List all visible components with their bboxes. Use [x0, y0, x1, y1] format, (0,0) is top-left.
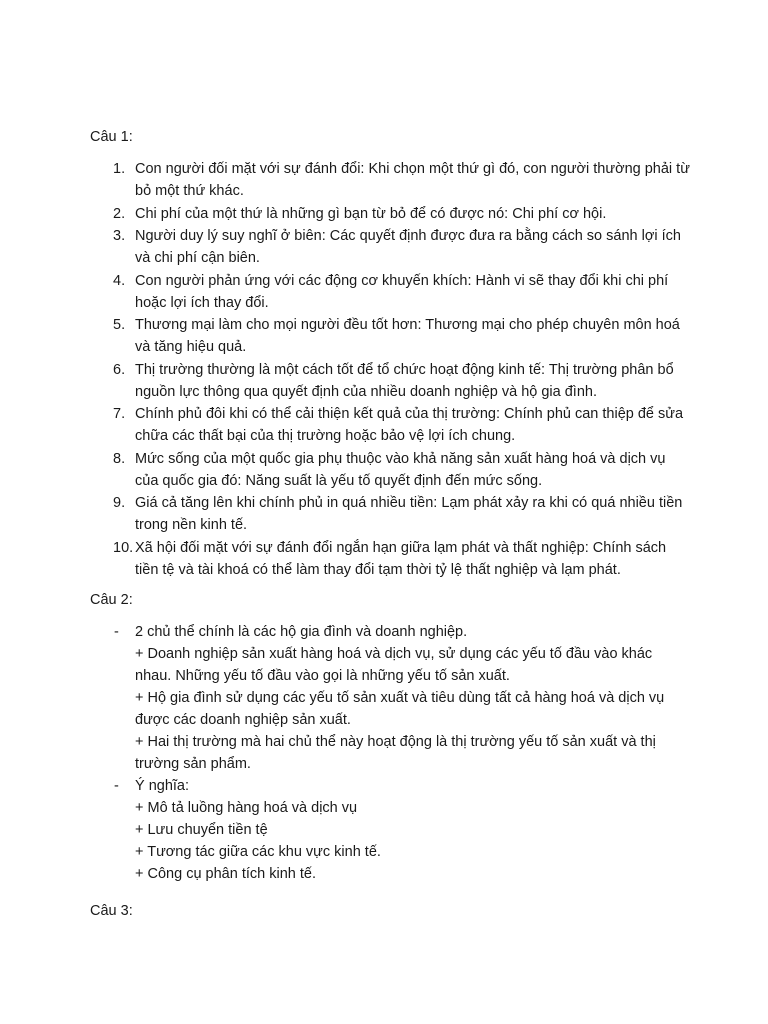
- list-item: [90, 448, 690, 492]
- question-2-heading: Câu 2:: [90, 592, 133, 608]
- bullet-line: + Hộ gia đình sử dụng các yếu tố sản xuất và tiêu dùng tất cả hàng hoá và dịch vụ được các doanh nghiệp sản xuất.: [135, 690, 665, 728]
- item-text: Con người phản ứng với các động cơ khuyến khích: Hành vi sẽ thay đổi khi chi phí hoặc lợi ích thay đổi.: [135, 272, 669, 311]
- bullet-line: + Mô tả luồng hàng hoá và dịch vụ: [135, 800, 358, 816]
- item-text: Người duy lý suy nghĩ ở biên: Các quyết định được đưa ra bằng cách so sánh lợi ích và chi phí cận biên.: [135, 228, 681, 266]
- item-text: Thị trường thường là một cách tốt để tổ chức hoạt động kinh tế: Thị trường phân bổ nguồn lực thông qua quyết định của nhiều doanh nghiệp và hộ gia đình.: [135, 361, 674, 400]
- item-number: 10.: [113, 539, 134, 556]
- item-number: 9.: [113, 495, 126, 511]
- list-item: [90, 203, 690, 225]
- bullet-line: + Lưu chuyển tiền tệ: [135, 822, 268, 838]
- item-number: 2.: [113, 205, 126, 222]
- bullet-line: + Hai thị trường mà hai chủ thể này hoạt động là thị trường yếu tố sản xuất và thị trường sản phẩm.: [135, 734, 656, 772]
- item-text: Chính phủ đôi khi có thể cải thiện kết quả của thị trường: Chính phủ can thiệp để sửa chữa các thất bại của thị trường hoặc bảo vệ lợi ích chung.: [135, 406, 684, 444]
- bullet-line: + Công cụ phân tích kinh tế.: [135, 866, 316, 882]
- item-number: 5.: [113, 317, 126, 333]
- list-item: [90, 492, 690, 536]
- question-3-heading: Câu 3:: [90, 903, 133, 919]
- bullet-line: 2 chủ thể chính là các hộ gia đình và doanh nghiệp.: [135, 624, 468, 640]
- item-text: Mức sống của một quốc gia phụ thuộc vào khả năng sản xuất hàng hoá và dịch vụ của quốc gia đó: Năng suất là yếu tố quyết định đến mức sống.: [135, 450, 666, 489]
- item-number: 7.: [113, 406, 126, 422]
- item-number: 6.: [113, 361, 126, 378]
- list-item: [90, 225, 690, 269]
- bullet-item: [90, 775, 690, 885]
- bullet-line: Ý nghĩa:: [135, 778, 190, 794]
- item-text: Thương mại làm cho mọi người đều tốt hơn: Thương mại cho phép chuyên môn hoá và tăng hiệu quả.: [135, 317, 680, 355]
- bullet-item: [90, 621, 690, 775]
- question-1-list: [90, 158, 690, 581]
- item-text: Xã hội đối mặt với sự đánh đổi ngắn hạn giữa lạm phát và thất nghiệp: Chính sách tiền tệ và tài khoá có thể làm thay đổi tạm thời tỷ lệ thất nghiệp và lạm phát.: [135, 539, 667, 578]
- list-item: [90, 403, 690, 447]
- item-number: 1.: [113, 161, 126, 177]
- bullet-line: + Tương tác giữa các khu vực kinh tế.: [135, 844, 381, 860]
- item-number: 4.: [113, 272, 126, 289]
- bullet-line: + Doanh nghiệp sản xuất hàng hoá và dịch vụ, sử dụng các yếu tố đầu vào khác nhau. Những yếu tố đầu vào gọi là những yếu tố sản xuất.: [135, 646, 653, 684]
- item-text: Chi phí của một thứ là những gì bạn từ bỏ để có được nó: Chi phí cơ hội.: [135, 205, 607, 222]
- list-item: [90, 537, 690, 581]
- list-item: [90, 314, 690, 358]
- list-item: [90, 359, 690, 403]
- question-1-heading: Câu 1:: [90, 129, 133, 145]
- dash-marker: -: [114, 624, 119, 640]
- item-text: Con người đối mặt với sự đánh đổi: Khi chọn một thứ gì đó, con người thường phải từ bỏ một thứ khác.: [135, 161, 690, 199]
- dash-marker: -: [114, 778, 119, 794]
- item-text: Giá cả tăng lên khi chính phủ in quá nhiều tiền: Lạm phát xảy ra khi có quá nhiều tiền trong nền kinh tế.: [135, 495, 683, 533]
- list-item: [90, 158, 690, 202]
- item-number: 8.: [113, 450, 126, 467]
- item-number: 3.: [113, 228, 126, 244]
- list-item: [90, 270, 690, 314]
- question-2-list: [90, 621, 690, 885]
